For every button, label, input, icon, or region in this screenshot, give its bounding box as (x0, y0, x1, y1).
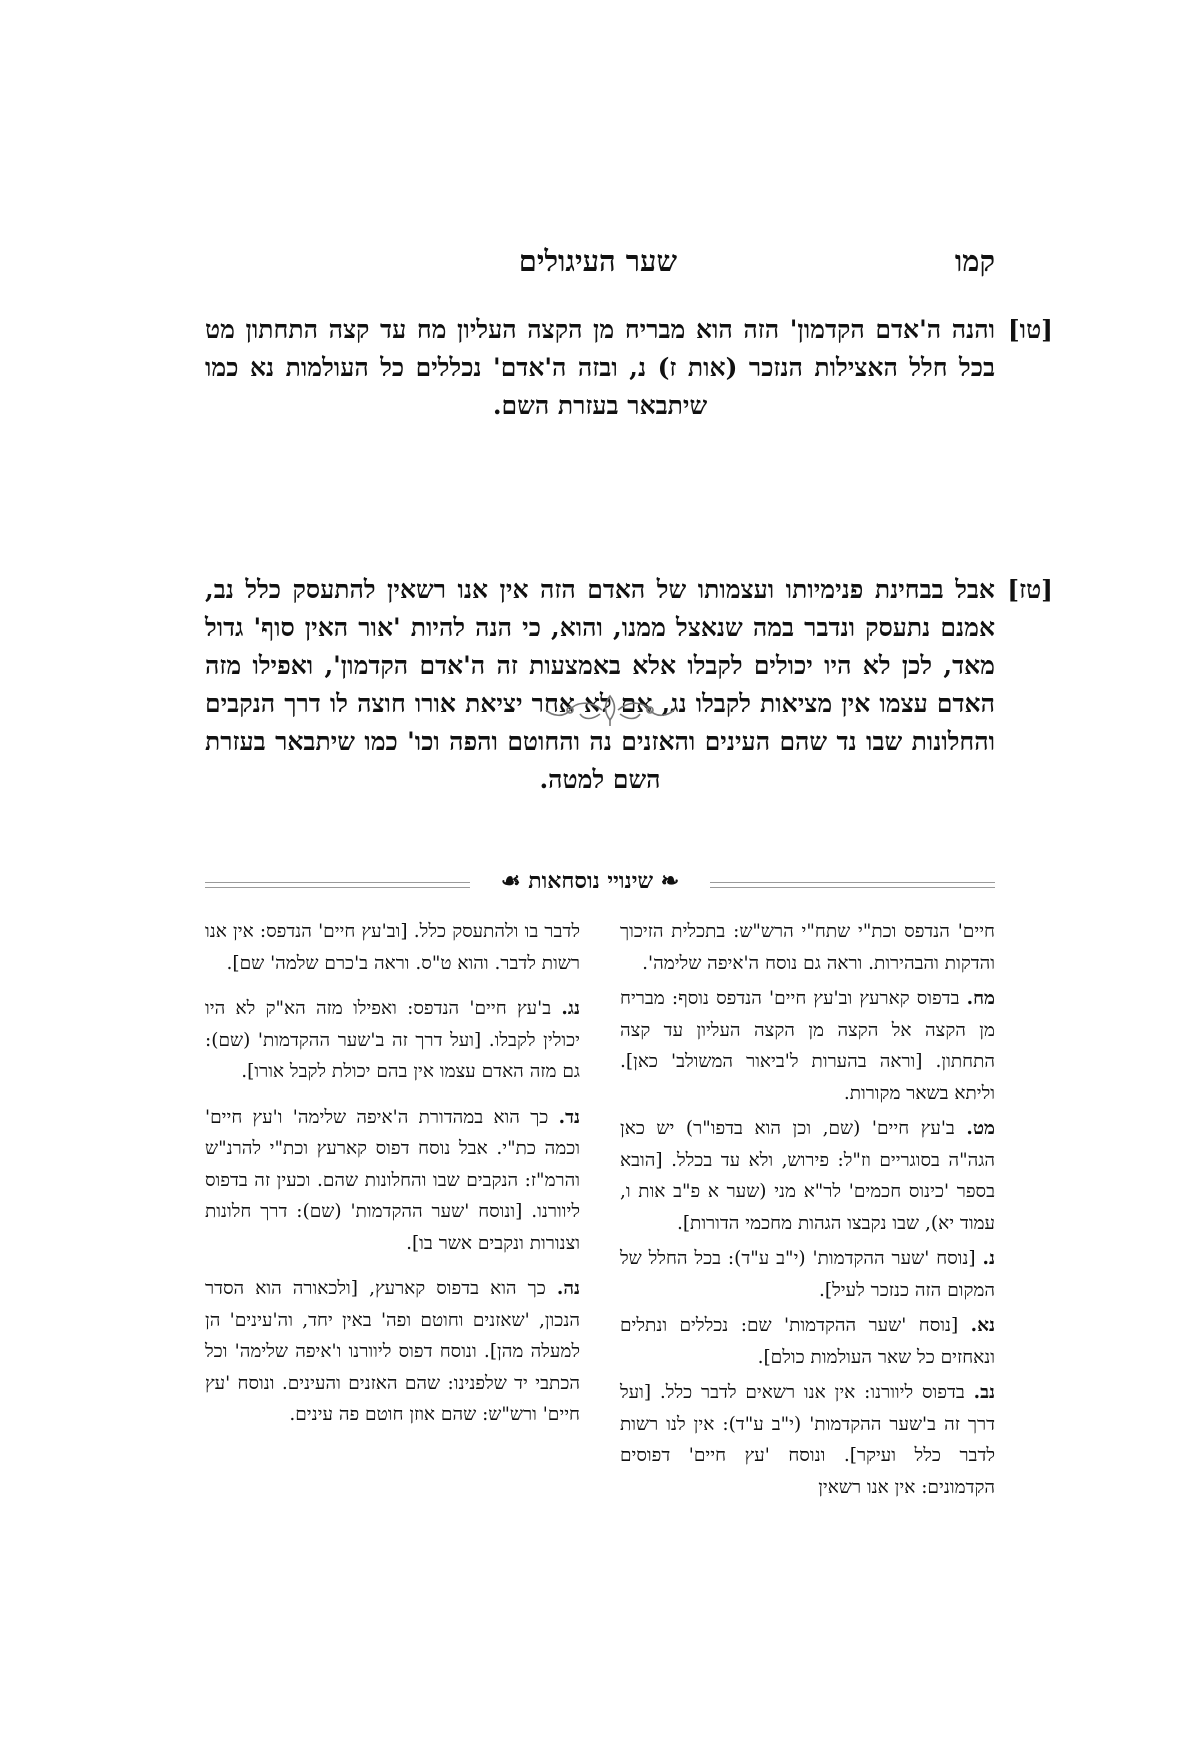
flourish-ornament-icon (540, 690, 680, 730)
footnote: נד. כך הוא במהדורת ה'איפה שלימה' ו'עץ חיים' וכמה כת"י. אבל נוסח דפוס קארעץ וכת"י להרנ"ש והרמ"ז: הנקבים שבו והחלונות שהם. וכעין זה בדפוס ליוורנו. [ונוסח 'שער ההקדמות' (שם): דרך חלונות וצנורות ונקבים אשר בו]. (205, 1106, 580, 1254)
footnote: נה. כך הוא בדפוס קארעץ, [ולכאורה הוא הסדר הנכון, 'שאזנים וחוטם ופה' באין יחד, וה'עינים' הן למעלה מהן]. ונוסח דפוס ליוורנו ו'איפה שלימה' וכל הכתבי יד שלפנינו: שהם האזנים והעינים. ונוסח 'עץ חיים' ורש"ש: שהם אוזן חוטם פה עינים. (205, 1278, 580, 1425)
paragraph-text: אבל בבחינת פנימיותו ועצמותו של האדם הזה אין אנו רשאין להתעסק כלל נב, אמנם נתעסק ונדבר במה שנאצל ממנו, והוא, כי הנה להיות 'אור האין סוף' גדול מאד, לכן לא היו יכולים לקבלו אלא באמצעות זה ה'אדם הקדמון', ואפילו מזה האדם עצמו אין מציאות לקבלו נג, אם לא אחר יציאת אורו חוצה לו דרך הנקבים והחלונות שבו נד שהם העינים והאזנים נה והחוטם והפה וכו' כמו שיתבאר בעזרת השם למטה. (205, 575, 995, 794)
page-header (205, 244, 995, 292)
footnote: חיים' הנדפס וכת"י שתח"י הרש"ש: בתכלית הזיכוך והדקות והבהירות. וראה גם נוסח ה'איפה שלימה'. (620, 921, 995, 974)
footnote: מח. בדפוס קארעץ וב'עץ חיים' הנדפס נוסף: מבריח מן הקצה אל הקצה מן הקצה העליון עד קצה התחתון. [וראה בהערות ל'ביאור המשולב' כאן]. וליתא בשאר מקורות. (620, 988, 995, 1104)
footnote: נג. ב'עץ חיים' הנדפס: ואפילו מזה הא"ק לא היו יכולין לקבלו. [ועל דרך זה ב'שער ההקדמות' (שם): גם מזה האדם עצמו אין בהם יכולת לקבל אורו]. (205, 998, 580, 1082)
flourish-icon: ☙ (500, 868, 521, 894)
paragraph-number: [טו] (1007, 315, 1053, 344)
footnotes-title: ❧ שינויי נוסחאות ☙ (500, 868, 680, 894)
paragraph-text: והנה ה'אדם הקדמון' הזה הוא מבריח מן הקצה העליון מח עד קצה התחתון מט בכל חלל האצילות הנזכר (אות ז) נ, ובזה ה'אדם' נכללים כל העולמות נא כמו שיתבאר בעזרת השם. (205, 315, 996, 420)
footnotes (205, 916, 995, 1516)
footnote: נב. בדפוס ליוורנו: אין אנו רשאים לדבר כלל. [ועל דרך זה ב'שער ההקדמות' (י"ב ע"ד): אין לנו רשות לדבר כלל ועיקר]. ונוסח 'עץ חיים' דפוסים הקדמונים: אין אנו רשאין (620, 1382, 995, 1498)
footnotes-divider (205, 868, 995, 898)
footnote-column-left (205, 916, 580, 1435)
paragraph-number: [טז] (1007, 575, 1053, 604)
paragraph-15 (205, 311, 1053, 425)
divider-line (205, 882, 470, 888)
footnote: נא. [נוסח 'שער ההקדמות' שם: נכללים ונתלים ונאחזים כל שאר העולמות כולם]. (620, 1315, 995, 1368)
footnote-column-right (620, 916, 995, 1507)
page-number: קמו (954, 244, 995, 278)
footnote: נ. [נוסח 'שער ההקדמות' (י"ב ע"ד): בכל החלל של המקום הזה כנזכר לעיל]. (620, 1248, 995, 1301)
flourish-icon: ❧ (660, 868, 680, 894)
divider-line (710, 882, 995, 888)
footnote: לדבר בו ולהתעסק כלל. [וב'עץ חיים' הנדפס: אין אנו רשות לדבר. והוא ט"ס. וראה ב'כרם שלמה' שם]. (205, 921, 580, 974)
paragraph-16 (205, 571, 1053, 799)
page-title: שער העיגולים (518, 244, 677, 278)
footnote: מט. ב'עץ חיים' (שם, וכן הוא בדפו"ר) יש כאן הגה"ה בסוגריים וז"ל: פירוש, ולא עד בכלל. [הובא בספר 'כינוס חכמים' לר"א מני (שער א פ"ב אות ו, עמוד יא), שבו נקבצו הגהות מחכמי הדורות]. (620, 1118, 995, 1234)
